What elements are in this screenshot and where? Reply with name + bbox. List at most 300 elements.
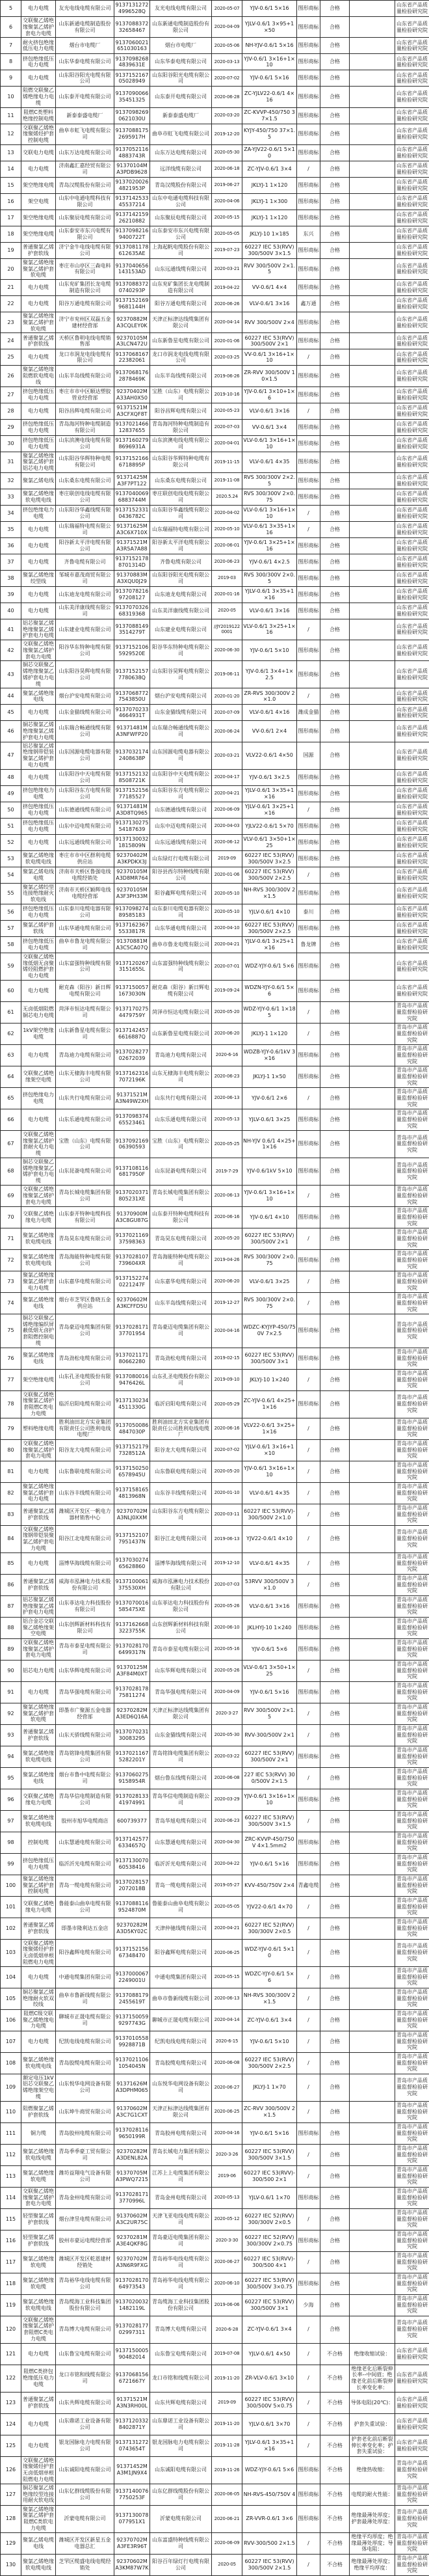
cell-trademark: / [297, 1966, 320, 1988]
cell-trademark: 图形商标 [297, 242, 320, 258]
cell-model-spec: 60227 IEC 53(RVV) 300/500V 3×1.5 [242, 242, 297, 258]
cell-trademark: / [297, 161, 320, 177]
cell-manufacturer-name: 青岛豪迈电缆集团有限公司 [56, 1314, 114, 1348]
cell-inspected-company: 银龙国脉电力电缆有限公司 [150, 2435, 212, 2456]
cell-failed-items [350, 1439, 395, 1461]
cell-manufacturer-name: 青岛裕华电线电缆有限公司 [56, 2273, 114, 2294]
cell-manufacturer-name: 阳谷龙大电缆有限公司 [56, 1439, 114, 1461]
cell-production-date: 2019-07-23 [212, 242, 242, 258]
cell-manufacturer-name: 济宁市兖州区双磊五金建材经营部 [56, 312, 114, 333]
cell-model-spec: YJV-0.6/1 3×16+1×10 [242, 54, 297, 70]
cell-credit-code: 913702827702672039 [114, 1044, 150, 1066]
cell-manufacturer-name: 宝胜（山东）电缆有限公司 [56, 1130, 114, 1158]
table-row [1, 769, 429, 785]
cell-inspected-company: 山东富强特种线缆有限公司 [150, 953, 212, 980]
table-row [1, 802, 429, 818]
cell-model-spec: JKLYJ-1 1×120 [242, 210, 297, 226]
cell-production-date: 2020-03-25 [212, 349, 242, 366]
cell-model-spec: ZC-KVVP-450/750 37×1.5 [242, 107, 297, 124]
cell-result: 合格 [320, 586, 350, 603]
cell-model-spec: VLV-0.6/1 3×16+1×10 [242, 435, 297, 452]
cell-model-spec: WDZ-YJY-0.6/1 1×185 [242, 1001, 297, 1023]
cell-failed-items [350, 2294, 395, 2316]
cell-failed-items [350, 226, 395, 242]
cell-row-number: 102 [1, 1918, 21, 1939]
cell-result: 合格 [320, 70, 350, 87]
cell-failed-items [350, 1348, 395, 1369]
table-row [1, 1939, 429, 1966]
cell-row-number: 127 [1, 2484, 21, 2505]
cell-inspected-company: 天津正标津达线缆集团有限公司 [150, 2101, 212, 2122]
cell-credit-code: 91370681566721667Y [114, 2365, 150, 2392]
cell-row-number: 60 [1, 980, 21, 1001]
cell-row-number: 36 [1, 537, 21, 554]
cell-credit-code: 91371523310436782C [114, 505, 150, 521]
cell-result: 合格 [320, 1, 350, 17]
table-row [1, 403, 429, 419]
cell-result: 合格 [320, 818, 350, 834]
cell-production-date: 2019-10-16 [212, 386, 242, 403]
cell-product-name: 铜芯交联聚乙烯绝缘聚氯乙烯护套电力电缆 [21, 661, 56, 688]
cell-trademark: 鲁龙牌 [297, 936, 320, 953]
cell-model-spec: JKLYJ-10 1×240 [242, 1369, 297, 1390]
cell-row-number: 38 [1, 570, 21, 586]
cell-trademark: 图形商标 [297, 1158, 320, 1185]
cell-result: 合格 [320, 785, 350, 802]
cell-product-name: 聚氯乙烯绝缘软电线电缆 [21, 2144, 56, 2165]
cell-credit-code: 91371702754479759Y [114, 1001, 150, 1023]
cell-result: 合格 [320, 1249, 350, 1271]
cell-result: 合格 [320, 2074, 350, 2101]
table-row [1, 1390, 429, 1418]
cell-inspected-company: 淄博华海线缆有限公司 [150, 1552, 212, 1574]
cell-trademark: / [297, 1574, 320, 1595]
cell-inspection-org: 山东省产品质量检验研究院 [395, 521, 429, 537]
cell-credit-code: 91371312724996528Q [114, 1, 150, 17]
cell-result: 合格 [320, 2122, 350, 2144]
cell-production-date: 2019-12-27 [212, 1292, 242, 1314]
cell-credit-code: 91371625MA3C6X710X [114, 521, 150, 537]
cell-inspected-company: 山东悦华电网设备有限公司 [150, 2074, 212, 2101]
cell-inspection-org: 山东省产品质量检验研究院 [395, 258, 429, 279]
cell-inspected-company: 青岛迪力电缆有限公司 [150, 1044, 212, 1066]
cell-manufacturer-name: 山东阳谷阳光电缆有限公司 [56, 70, 114, 87]
cell-result: 合格 [320, 904, 350, 920]
cell-inspected-company: 山东瑞福特电缆有限公司 [150, 521, 212, 537]
cell-production-date: 2020-01-06 [212, 867, 242, 883]
table-row [1, 1988, 429, 2009]
cell-product-name: 聚氯乙烯绝缘软电缆电线 [21, 2052, 56, 2074]
cell-model-spec: VLV-0.6/1 3×50+1×25 [242, 1660, 297, 1681]
cell-manufacturer-name: 山东兖矿集团长龙电缆制造有限公司 [56, 280, 114, 296]
table-row [1, 1, 429, 17]
cell-inspection-org: 山东省产品质量检验研究院 [395, 226, 429, 242]
cell-model-spec: VLV22-0.6/1 4×50 [242, 742, 297, 769]
cell-result: 合格 [320, 258, 350, 279]
cell-manufacturer-name: 山东鲁联电缆有限公司 [56, 1461, 114, 1482]
cell-manufacturer-name: 山东金猫线缆有限公司 [56, 705, 114, 721]
cell-credit-code: 913702146612837655 [114, 419, 150, 435]
cell-inspected-company: 烟台市电缆厂 [150, 38, 212, 54]
cell-inspected-company: 威海市泓淋电力技术股份有限公司 [150, 1574, 212, 1595]
cell-product-name: 铝芯聚氯乙烯绝缘钢带铠装聚氯乙烯护套电力电缆 [21, 742, 56, 769]
cell-trademark: 图形商标 [297, 1348, 320, 1369]
cell-result: 合格 [320, 2251, 350, 2273]
cell-trademark: 图形商标 [297, 980, 320, 1001]
cell-credit-code: 91371400767750253F [114, 2484, 150, 2505]
cell-trademark: / [297, 2413, 320, 2435]
cell-product-name: 普通聚氯乙烯护套软线 [21, 242, 56, 258]
cell-credit-code: 91370800169476426L [114, 1369, 150, 1390]
cell-inspected-company: 青岛海河特种电缆制造有限公司 [150, 419, 212, 435]
cell-product-name: 额定电压1kV铝芯交联聚乙烯绝缘架空电缆 [21, 2074, 56, 2101]
cell-product-name: 架空绝缘电缆 [21, 226, 56, 242]
cell-model-spec: YJV-0.6/1 4×10 [242, 1206, 297, 1228]
cell-model-spec: ZR-VVR-0.6/1 3×6 [242, 2505, 297, 2532]
cell-failed-items [350, 1896, 395, 1918]
cell-manufacturer-name: 山东华泰电缆有限公司 [56, 54, 114, 70]
cell-manufacturer-name: 潍城区开发区乾恩建材经销处 [56, 2251, 114, 2273]
cell-credit-code: 91371081166817950F [114, 1158, 150, 1185]
cell-trademark: 图形商标 [297, 435, 320, 452]
cell-credit-code: 913703027465628860 [114, 1552, 150, 1574]
cell-inspection-org: 青岛市产品质量监督检验研究院 [395, 2165, 429, 2187]
cell-inspection-org: 青岛市产品质量监督检验研究院 [395, 2009, 429, 2031]
cell-row-number: 47 [1, 742, 21, 769]
cell-result: 合格 [320, 1638, 350, 1660]
cell-row-number: 54 [1, 867, 21, 883]
cell-inspection-org: 青岛市产品质量监督检验研究院 [395, 2251, 429, 2273]
cell-row-number: 89 [1, 1638, 21, 1660]
cell-result: 合格 [320, 2230, 350, 2251]
cell-row-number: 63 [1, 1044, 21, 1066]
cell-manufacturer-name: 聊城市正晟电缆有限公司 [56, 2009, 114, 2031]
cell-production-date: 2020-04-02 [212, 505, 242, 521]
cell-inspection-org: 青岛市产品质量监督检验研究院 [395, 1746, 429, 1767]
cell-failed-items [350, 144, 395, 161]
cell-product-name: 电力电缆 [21, 296, 56, 312]
cell-failed-items: 护套失重试验： [350, 2413, 395, 2435]
cell-result: 合格 [320, 1066, 350, 1087]
table-row [1, 2074, 429, 2101]
cell-production-date: 2020-05 [212, 2554, 242, 2575]
cell-row-number: 107 [1, 2031, 21, 2052]
cell-product-name: 架空绝缘电缆 [21, 210, 56, 226]
cell-failed-items [350, 1482, 395, 1504]
table-row [1, 312, 429, 333]
cell-credit-code: 913708837232658467 [114, 17, 150, 38]
cell-row-number: 120 [1, 2316, 21, 2343]
cell-row-number: 62 [1, 1023, 21, 1044]
cell-failed-items [350, 1832, 395, 1853]
cell-inspected-company: 山东瑞合畅通线缆有限公司 [150, 721, 212, 742]
cell-row-number: 118 [1, 2273, 21, 2294]
cell-product-name: 铝芯电力电缆 [21, 1660, 56, 1681]
cell-manufacturer-name: 山东华通电缆有限公司 [56, 920, 114, 936]
cell-failed-items [350, 2101, 395, 2122]
cell-result: 合格 [320, 366, 350, 386]
cell-row-number: 61 [1, 1001, 21, 1023]
cell-credit-code: 91371481MA3D8TQ965 [114, 802, 150, 818]
cell-failed-items [350, 2316, 395, 2343]
cell-row-number: 122 [1, 2365, 21, 2392]
cell-inspected-company: 宝胜（山东）电缆有限公司 [150, 1130, 212, 1158]
cell-failed-items [350, 802, 395, 818]
cell-result: 合格 [320, 1001, 350, 1023]
cell-inspection-org: 山东省产品质量检验研究院 [395, 688, 429, 705]
cell-product-name: 挤包绝缘低压电力电缆 [21, 54, 56, 70]
cell-inspected-company: 山东阳谷华鑫线缆有限公司 [150, 505, 212, 521]
cell-model-spec: JKLYJ-1 1×50 [242, 1066, 297, 1087]
cell-model-spec: YJV-0.6/1 3×16+1×10 [242, 1461, 297, 1482]
cell-credit-code: 91371623675533817R [114, 920, 150, 936]
cell-failed-items [350, 472, 395, 489]
cell-product-name: 耐火挤包绝缘低压电力电缆 [21, 38, 56, 54]
cell-row-number: 33 [1, 489, 21, 505]
cell-row-number: 56 [1, 904, 21, 920]
table-row [1, 883, 429, 904]
cell-inspection-org: 青岛市产品质量监督检验研究院 [395, 1087, 429, 1109]
cell-row-number: 85 [1, 1552, 21, 1574]
cell-row-number: 101 [1, 1896, 21, 1918]
cell-trademark: / [297, 403, 320, 419]
cell-trademark: / [297, 2343, 320, 2365]
cell-credit-code: 913714253345537214 [114, 193, 150, 210]
cell-failed-items [350, 1939, 395, 1966]
cell-row-number: 18 [1, 226, 21, 242]
cell-model-spec: WDZ-YJY-0.6/1 5×6 [242, 953, 297, 980]
cell-production-date: 2020-06-27 [212, 2251, 242, 2273]
table-row [1, 1966, 429, 1988]
table-row [1, 419, 429, 435]
cell-result: 合格 [320, 1348, 350, 1369]
cell-credit-code: 9137130078077951X1 [114, 2505, 150, 2532]
cell-failed-items: 绝缘平均厚度；绝缘最薄处厚度；导体电阻： [350, 2532, 395, 2554]
table-row [1, 570, 429, 586]
cell-model-spec: 60227 IEC 53(RVV)-300/500V 2×1.0 [242, 1504, 297, 1525]
cell-result: 合格 [320, 349, 350, 366]
cell-credit-code: 91370281706499317N [114, 1638, 150, 1660]
cell-row-number: 21 [1, 280, 21, 296]
cell-inspected-company: 山东新鲁星电缆有限公司 [150, 1023, 212, 1044]
cell-failed-items [350, 1767, 395, 1789]
cell-credit-code: 91371424576616887Q [114, 1023, 150, 1044]
cell-product-name: 普通聚氯乙烯护套软线 [21, 1918, 56, 1939]
cell-inspected-company: 临沂启阳电缆有限公司 [150, 1390, 212, 1418]
cell-inspection-org: 山东省产品质量检验研究院 [395, 883, 429, 904]
cell-row-number: 103 [1, 1939, 21, 1966]
cell-model-spec: 60227 IEC 53(RVV) 300/500V 2×2.5 [242, 2052, 297, 2074]
cell-credit-code: 913706816722382061 [114, 349, 150, 366]
cell-row-number: 13 [1, 144, 21, 161]
cell-result: 合格 [320, 1109, 350, 1130]
cell-inspection-org: 青岛市产品质量监督检验研究院 [395, 1292, 429, 1314]
cell-manufacturer-name: 山东新鲁星电缆有限公司 [56, 1023, 114, 1044]
cell-result: 合格 [320, 296, 350, 312]
cell-credit-code: 91370000672249001U [114, 1966, 150, 1988]
cell-trademark: 图形商标 [297, 280, 320, 296]
cell-result: 不合格 [320, 2505, 350, 2532]
cell-credit-code: 913707821697208127 [114, 586, 150, 603]
cell-model-spec: 60227 IEC 53(RVV) 300/500V 3×1 [242, 2294, 297, 2316]
cell-row-number: 100 [1, 1875, 21, 1896]
cell-inspected-company: 上海起帆电缆股份有限公司 [150, 242, 212, 258]
cell-inspection-org: 青岛市产品质量监督检验研究院 [395, 2294, 429, 2316]
cell-model-spec: YJV-0.6/1 5×16 [242, 1, 297, 17]
cell-production-date: 2020-07-01 [212, 953, 242, 980]
cell-production-date: 2020-06-21 [212, 2505, 242, 2532]
cell-result: 合格 [320, 920, 350, 936]
cell-result: 合格 [320, 1966, 350, 1988]
cell-trademark: 图形商标 [297, 953, 320, 980]
cell-production-date: 2020-04-30 [212, 1832, 242, 1853]
table-row [1, 1044, 429, 1066]
cell-production-date: 2019-06-06 [212, 2294, 242, 2316]
table-row [1, 2052, 429, 2074]
cell-production-date: 2020-05-06 [212, 38, 242, 54]
cell-inspection-org: 青岛市产品质量监督检验研究院 [395, 1369, 429, 1390]
cell-inspected-company: 阳谷鑫辉电缆有限公司 [150, 1939, 212, 1966]
cell-manufacturer-name: 临沂沂光电缆有限公司 [56, 1853, 114, 1875]
cell-model-spec: NH-RVS 300/300V 2×1.5 [242, 883, 297, 904]
cell-manufacturer-name: 枣庄市市中区顺达塑胶管业经营部 [56, 386, 114, 403]
cell-failed-items: 绝缘最薄处厚度；绝缘平均厚度： [350, 2554, 395, 2575]
cell-credit-code: 91370982690621030U [114, 107, 150, 124]
table-row [1, 1271, 429, 1292]
cell-inspected-company: 山东新通电缆制造股份有限公司 [150, 17, 212, 38]
cell-result: 合格 [320, 1853, 350, 1875]
cell-production-date: 2020-06-08 [212, 1767, 242, 1789]
cell-credit-code: 91370105589928871B [114, 2031, 150, 2052]
cell-result: 合格 [320, 2208, 350, 2230]
cell-product-name: 挤包绝缘低压电力电缆 [21, 419, 56, 435]
cell-manufacturer-name: 山东富强特种线缆有限公司 [56, 953, 114, 980]
table-row [1, 1314, 429, 1348]
cell-product-name: 电力电缆 [21, 705, 56, 721]
cell-production-date: 2020-04-21 [212, 1918, 242, 1939]
cell-failed-items [350, 554, 395, 570]
cell-row-number: 35 [1, 521, 21, 537]
cell-trademark: / [297, 1001, 320, 1023]
cell-row-number: 39 [1, 586, 21, 603]
cell-credit-code: 91371521MA3R5A7A88 [114, 537, 150, 554]
cell-production-date: 2020-04-16 [212, 2122, 242, 2144]
table-row [1, 177, 429, 193]
cell-product-name: 电力电缆 [21, 980, 56, 1001]
cell-inspected-company: 曲阜市鲁新线缆有限公司 [150, 1988, 212, 2009]
cell-product-name: 普通聚氯乙烯护套软线 [21, 1574, 56, 1595]
cell-production-date: 2019-09 [212, 2392, 242, 2413]
cell-row-number: 72 [1, 1249, 21, 1271]
cell-manufacturer-name: 烟台津昱电缆有限公司 [56, 2208, 114, 2230]
cell-production-date: 2020-06-26 [212, 296, 242, 312]
cell-model-spec: 60227 IEC 53(RVV) 300/500V 2×2.5 [242, 920, 297, 936]
table-row [1, 2294, 429, 2316]
cell-inspection-org: 青岛市产品质量监督检验研究院 [395, 2187, 429, 2208]
cell-failed-items [350, 1185, 395, 1206]
cell-inspection-org: 山东省产品质量检验研究院 [395, 2413, 429, 2435]
cell-production-date: 2020-06-18 [212, 161, 242, 177]
cell-model-spec: NH-RVS-450/750V 4 [242, 2484, 297, 2505]
cell-credit-code: 91371500571673030N [114, 980, 150, 1001]
table-row [1, 980, 429, 1001]
cell-row-number: 28 [1, 403, 21, 419]
cell-model-spec: VLV-0.6/1 3×16 [242, 403, 297, 419]
cell-row-number: 74 [1, 1292, 21, 1314]
cell-inspection-org: 青岛市产品质量监督检验研究院 [395, 1348, 429, 1369]
cell-inspection-org: 山东省产品质量检验研究院 [395, 953, 429, 980]
cell-manufacturer-name: 山东建业电缆有限公司 [56, 619, 114, 640]
cell-row-number: 51 [1, 818, 21, 834]
cell-product-name: 聚氯乙烯电缆电线 [21, 2532, 56, 2554]
cell-model-spec: RVV 300/500V 2×1.5 [242, 1703, 297, 1724]
cell-model-spec: 60227 IEC 53(RVV) 300/500V 3×2.5 [242, 850, 297, 867]
cell-credit-code: 9137020371805231XE [114, 1185, 150, 1206]
cell-trademark: 图形商标 [297, 537, 320, 554]
cell-failed-items [350, 1875, 395, 1896]
cell-inspected-company: 天津正标津达线缆集团有限公司 [150, 1703, 212, 1724]
cell-inspection-org: 山东省产品质量检验研究院 [395, 2365, 429, 2392]
cell-credit-code: 91371521666718895P [114, 452, 150, 472]
cell-inspected-company: 山东泰开电缆有限公司 [150, 87, 212, 107]
cell-production-date: 2019-11-08 [212, 472, 242, 489]
cell-product-name: 聚氯乙烯绝缘聚氯乙烯护套阻燃C类软电力电缆 [21, 2505, 56, 2532]
cell-row-number: 90 [1, 1660, 21, 1681]
cell-row-number: 121 [1, 2343, 21, 2365]
cell-credit-code: 600739377 [114, 1810, 150, 1832]
cell-failed-items [350, 312, 395, 333]
cell-credit-code: 91370104MA3PDB9628 [114, 161, 150, 177]
cell-credit-code: 91371481MA3NFWFP20 [114, 721, 150, 742]
cell-model-spec: NH-YJV-0.6/1 5×16 [242, 38, 297, 54]
cell-failed-items [350, 2009, 395, 2031]
cell-row-number: 112 [1, 2144, 21, 2165]
cell-row-number: 73 [1, 1271, 21, 1292]
cell-row-number: 24 [1, 333, 21, 349]
cell-credit-code: 9137100061375530XH [114, 1574, 150, 1595]
cell-trademark: / [297, 2144, 320, 2165]
cell-credit-code: 92370402MA3KPDKX3J [114, 850, 150, 867]
cell-result: 合格 [320, 802, 350, 818]
cell-inspection-org: 青岛市产品质量监督检验研究院 [395, 1461, 429, 1482]
cell-result: 合格 [320, 472, 350, 489]
cell-result: 合格 [320, 312, 350, 333]
cell-row-number: 14 [1, 161, 21, 177]
cell-row-number: 119 [1, 2294, 21, 2316]
cell-row-number: 32 [1, 472, 21, 489]
cell-failed-items [350, 87, 395, 107]
cell-credit-code: 91371203328402871Y [114, 2413, 150, 2435]
cell-credit-code: 9137060021651030163 [114, 38, 150, 54]
cell-inspected-company: 江苏上上电缆集团有限公司 [150, 2165, 212, 2187]
cell-product-name: 轻型聚氯乙烯护套软线 [21, 2208, 56, 2230]
table-row [1, 1832, 429, 1853]
cell-product-name: 挤包绝缘电力电缆 [21, 785, 56, 802]
cell-model-spec: JKLYJ-1 1×300 [242, 193, 297, 210]
cell-result: 合格 [320, 435, 350, 452]
cell-failed-items [350, 1918, 395, 1939]
cell-production-date: 2020-06-23 [212, 1066, 242, 1087]
cell-inspected-company: 山东远通线缆有限公司 [150, 834, 212, 850]
cell-product-name: 铜芯聚氯乙烯绝缘绞型连接用耐火软电线 [21, 2484, 56, 2505]
cell-inspection-org: 山东省产品质量检验研究院 [395, 769, 429, 785]
cell-trademark: / [297, 1292, 320, 1314]
cell-failed-items [350, 489, 395, 505]
cell-credit-code: 91371302344511330G [114, 1390, 150, 1418]
table-row [1, 586, 429, 603]
cell-model-spec: ZC-YJV-0.6/1 3×4 [242, 2316, 297, 2343]
cell-row-number: 23 [1, 312, 21, 333]
